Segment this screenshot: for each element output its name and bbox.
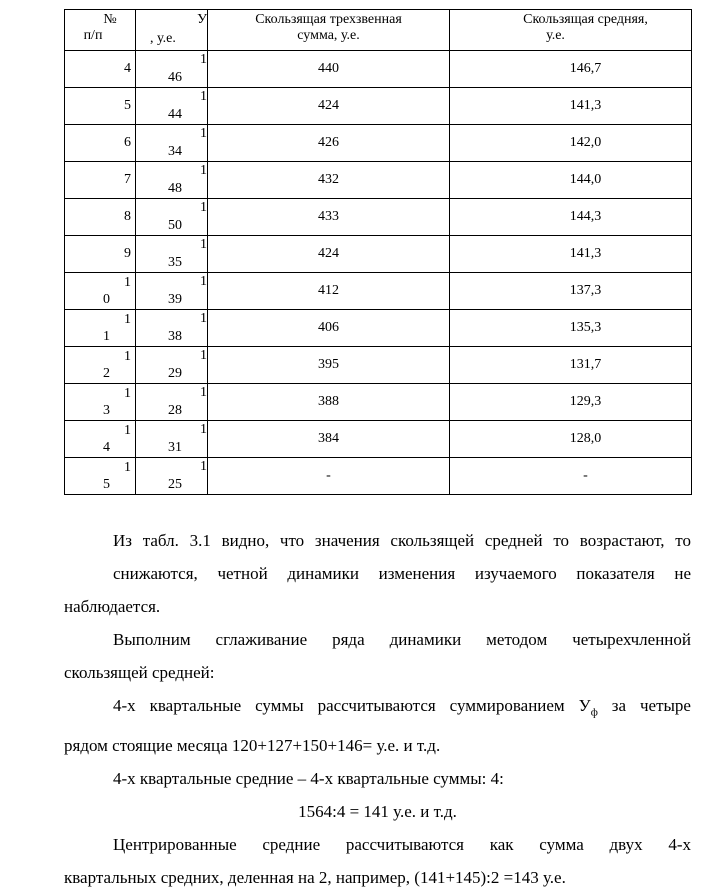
table-row xyxy=(65,125,692,162)
y-value-part: 25 xyxy=(168,477,182,492)
sum-cell xyxy=(208,273,450,310)
y-value-part: 1 xyxy=(200,52,207,67)
table-row xyxy=(65,236,692,273)
row-number: 7 xyxy=(124,172,131,187)
row-number-cell xyxy=(65,125,136,162)
sum-value: 406 xyxy=(318,320,339,335)
header-moving-average: Скользящая средняя, у.е. xyxy=(450,10,692,51)
table-header-row xyxy=(65,10,692,51)
sum-value: 433 xyxy=(318,209,339,224)
row-number-cell xyxy=(65,199,136,236)
sum-value: 426 xyxy=(318,135,339,150)
body-text xyxy=(64,524,691,894)
table-row xyxy=(65,88,692,125)
y-value-part: 1 xyxy=(200,126,207,141)
average-cell xyxy=(450,51,692,88)
average-value: - xyxy=(583,468,588,483)
y-value-part: 38 xyxy=(168,329,182,344)
y-value-cell xyxy=(136,51,208,88)
y-value-cell xyxy=(136,125,208,162)
sum-value: 424 xyxy=(318,98,339,113)
y-value-cell xyxy=(136,236,208,273)
header-three-term-sum: Скользящая трехзвенная сумма, у.е. xyxy=(208,10,450,51)
sum-cell xyxy=(208,458,450,495)
table-row xyxy=(65,384,692,421)
y-value-part: 50 xyxy=(168,218,182,233)
row-number-cell xyxy=(65,347,136,384)
average-cell xyxy=(450,384,692,421)
sum-cell xyxy=(208,162,450,199)
sum-value: 440 xyxy=(318,61,339,76)
row-number-cell xyxy=(65,88,136,125)
row-number-part: 1 xyxy=(103,329,110,344)
table-row xyxy=(65,51,692,88)
sum-value: 384 xyxy=(318,431,339,446)
y-value-part: 1 xyxy=(200,237,207,252)
average-value: 137,3 xyxy=(569,283,602,298)
average-cell xyxy=(450,347,692,384)
row-number-part: 5 xyxy=(103,477,110,492)
row-number-part: 1 xyxy=(124,460,131,475)
y-value-part: 44 xyxy=(168,107,182,122)
average-cell xyxy=(450,458,692,495)
average-value: 135,3 xyxy=(569,320,602,335)
table-row xyxy=(65,421,692,458)
sum-cell xyxy=(208,199,450,236)
average-value: 141,3 xyxy=(569,246,602,261)
row-number-part: 2 xyxy=(103,366,110,381)
y-value-part: 1 xyxy=(200,163,207,178)
y-value-cell xyxy=(136,347,208,384)
row-number-cell xyxy=(65,310,136,347)
sum-value: 424 xyxy=(318,246,339,261)
sum-cell xyxy=(208,421,450,458)
average-cell xyxy=(450,125,692,162)
sum-value: - xyxy=(326,468,331,483)
y-value-cell xyxy=(136,310,208,347)
y-value-cell xyxy=(136,273,208,310)
sum-cell xyxy=(208,125,450,162)
sum-cell xyxy=(208,347,450,384)
row-number-cell xyxy=(65,384,136,421)
row-number: 6 xyxy=(124,135,131,150)
table-row xyxy=(65,458,692,495)
y-value-cell xyxy=(136,199,208,236)
y-value-part: 1 xyxy=(200,385,207,400)
paragraph-4: 4-х квартальные средние – 4-х квартальные суммы: 4: 1564:4 = 141 у.е. и т.д. xyxy=(64,762,691,828)
row-number-part: 4 xyxy=(103,440,110,455)
y-value-cell xyxy=(136,421,208,458)
average-value: 144,3 xyxy=(569,209,602,224)
y-value-part: 31 xyxy=(168,440,182,455)
sum-cell xyxy=(208,51,450,88)
y-value-part: 1 xyxy=(200,422,207,437)
average-value: 131,7 xyxy=(569,357,602,372)
y-value-part: 1 xyxy=(200,311,207,326)
sum-cell xyxy=(208,88,450,125)
paragraph-3: 4-х квартальные суммы рассчитываются суммированием $У_ф$ за четыре рядом стоящие месяца 120+127+150+146= у.е. и т.д. xyxy=(64,696,691,756)
sum-cell xyxy=(208,310,450,347)
row-number-cell xyxy=(65,273,136,310)
row-number: 9 xyxy=(124,246,131,261)
y-value-cell xyxy=(136,88,208,125)
y-value-cell xyxy=(136,162,208,199)
y-value-part: 39 xyxy=(168,292,182,307)
y-value-part: 46 xyxy=(168,70,182,85)
row-number-cell xyxy=(65,458,136,495)
average-cell xyxy=(450,421,692,458)
average-value: 146,7 xyxy=(569,61,602,76)
row-number-cell xyxy=(65,236,136,273)
row-number: 4 xyxy=(124,61,131,76)
average-cell xyxy=(450,88,692,125)
y-value-part: 29 xyxy=(168,366,182,381)
moving-average-table xyxy=(64,9,691,495)
sum-value: 432 xyxy=(318,172,339,187)
table-row xyxy=(65,199,692,236)
table-row xyxy=(65,273,692,310)
sum-value: 412 xyxy=(318,283,339,298)
y-value-part: 1 xyxy=(200,348,207,363)
row-number-part: 1 xyxy=(124,275,131,290)
average-value: 144,0 xyxy=(569,172,602,187)
table-row xyxy=(65,162,692,199)
table-row xyxy=(65,310,692,347)
row-number-part: 1 xyxy=(124,423,131,438)
y-value-part: 35 xyxy=(168,255,182,270)
row-number: 5 xyxy=(124,98,131,113)
row-number-part: 3 xyxy=(103,403,110,418)
y-value-cell xyxy=(136,458,208,495)
row-number-part: 1 xyxy=(124,312,131,327)
average-value: 142,0 xyxy=(569,135,602,150)
table-row xyxy=(65,347,692,384)
paragraph-5: Центрированные средние рассчитываются как сумма двух 4-х квартальных средних, деленная на 2, например, (141+145):2 =143 у.е. xyxy=(64,835,691,888)
average-cell xyxy=(450,236,692,273)
y-value-part: 1 xyxy=(200,459,207,474)
header-y: У , у.е. xyxy=(136,10,208,51)
header-number: № п/п xyxy=(65,10,136,51)
y-value-part: 28 xyxy=(168,403,182,418)
row-number-cell xyxy=(65,421,136,458)
average-value: 141,3 xyxy=(569,98,602,113)
y-value-part: 1 xyxy=(200,274,207,289)
sum-cell xyxy=(208,384,450,421)
paragraph-1: Из табл. 3.1 видно, что значения скользящей средней то возрастают, то снижаются, четной динамики изменения изучаемого показателя не наблюдается. xyxy=(64,531,691,616)
row-number-part: 1 xyxy=(124,349,131,364)
average-cell xyxy=(450,162,692,199)
paragraph-2: Выполним сглаживание ряда динамики методом четырехчленной скользящей средней: xyxy=(64,630,691,682)
row-number-cell xyxy=(65,162,136,199)
sum-value: 395 xyxy=(318,357,339,372)
average-value: 129,3 xyxy=(569,394,602,409)
row-number: 8 xyxy=(124,209,131,224)
sum-value: 388 xyxy=(318,394,339,409)
y-value-part: 1 xyxy=(200,200,207,215)
row-number-part: 1 xyxy=(124,386,131,401)
sum-cell xyxy=(208,236,450,273)
y-value-part: 1 xyxy=(200,89,207,104)
row-number-part: 0 xyxy=(103,292,110,307)
average-cell xyxy=(450,199,692,236)
average-cell xyxy=(450,310,692,347)
average-cell xyxy=(450,273,692,310)
row-number-cell xyxy=(65,51,136,88)
y-value-cell xyxy=(136,384,208,421)
formula: 1564:4 = 141 у.е. и т.д. xyxy=(298,802,457,822)
y-value-part: 48 xyxy=(168,181,182,196)
y-value-part: 34 xyxy=(168,144,182,159)
average-value: 128,0 xyxy=(569,431,602,446)
